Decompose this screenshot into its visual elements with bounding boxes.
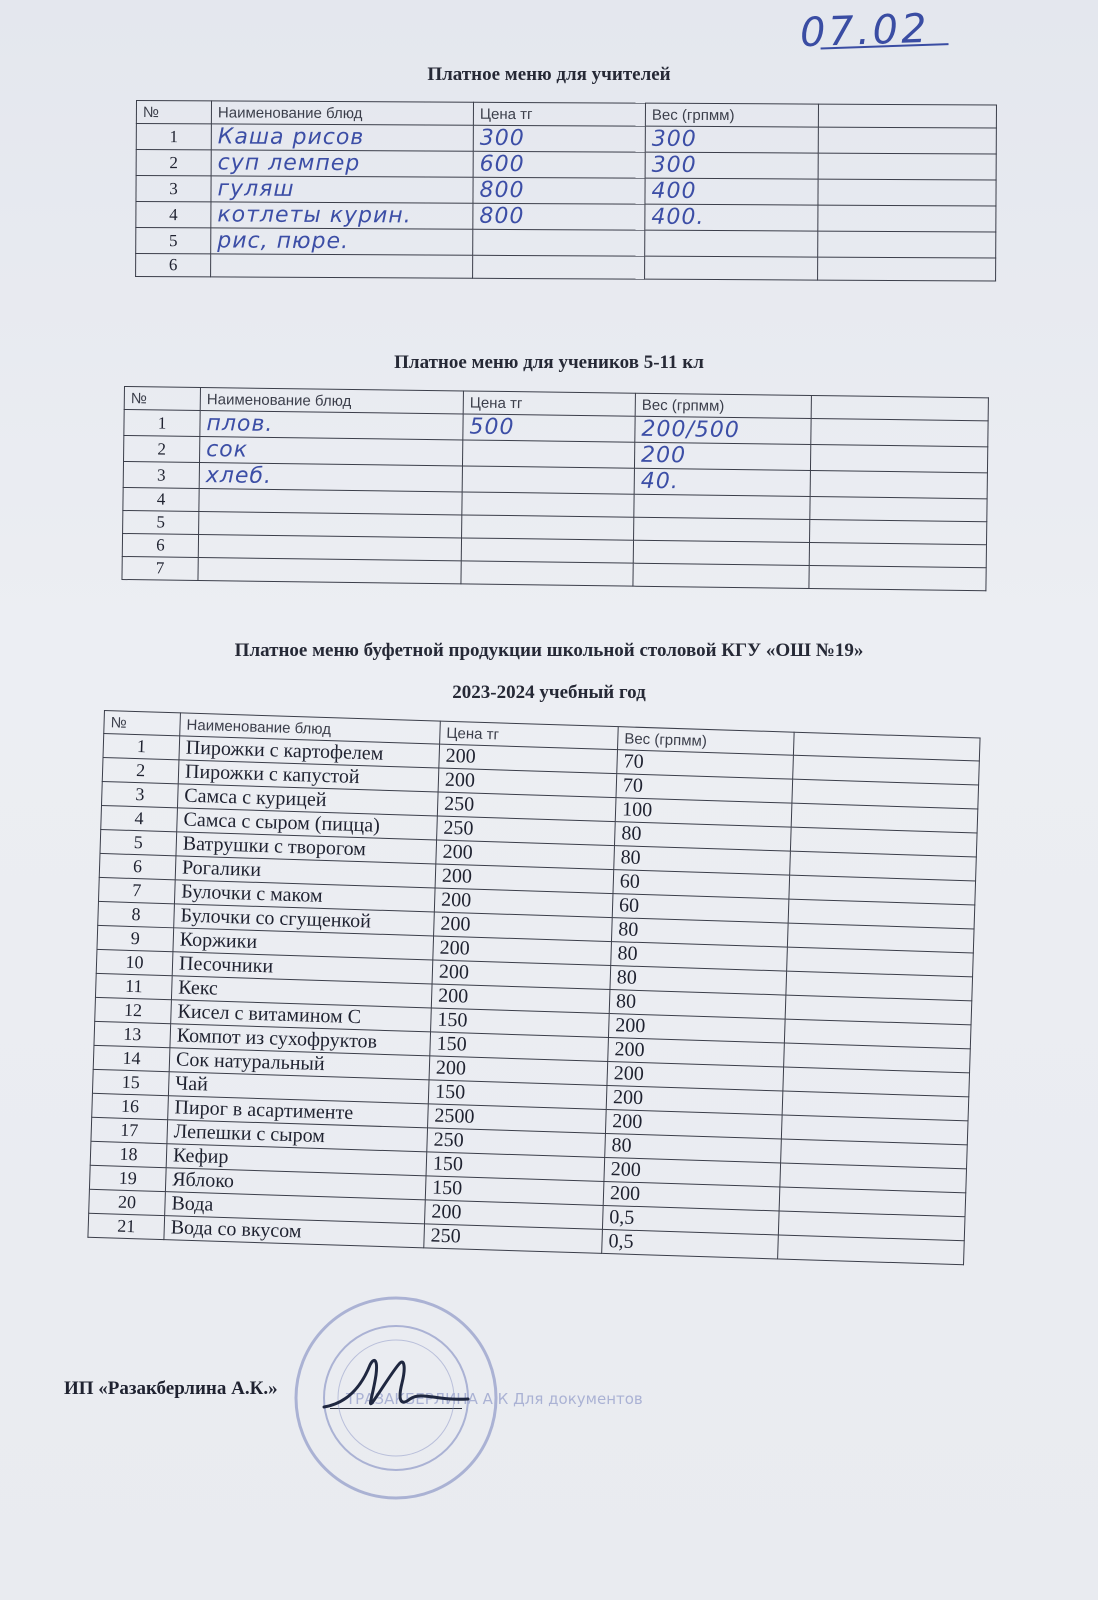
row-number: 4 xyxy=(123,487,199,511)
price-cell xyxy=(462,440,634,468)
price-cell xyxy=(462,515,634,540)
price-cell: 150 xyxy=(431,1008,610,1038)
row-number: 11 xyxy=(95,973,172,999)
weight-cell: 200 xyxy=(608,1014,785,1044)
table-row xyxy=(136,254,996,282)
table-row xyxy=(136,150,996,181)
weight-cell: 80 xyxy=(614,822,791,852)
column-header: Вес (грпмм) xyxy=(618,727,795,756)
empty-cell xyxy=(778,1235,965,1265)
price-cell: 200 xyxy=(438,768,617,798)
price-cell xyxy=(462,492,634,517)
dish-name: Булочки со сгущенкой xyxy=(174,904,435,936)
weight-cell xyxy=(634,494,810,519)
empty-cell xyxy=(810,470,987,498)
row-number: 3 xyxy=(123,462,199,489)
dish-name xyxy=(199,511,462,537)
weight-cell: 0,5 xyxy=(602,1229,779,1259)
dish-name: Кекс xyxy=(171,976,432,1008)
dish-name: Чай xyxy=(168,1072,429,1104)
dish-name: Самса с курицей xyxy=(177,784,438,816)
row-number: 6 xyxy=(99,853,176,879)
weight-cell: 200/500 xyxy=(635,416,811,444)
weight-cell: 80 xyxy=(611,942,788,972)
empty-cell xyxy=(818,205,996,232)
row-number: 20 xyxy=(89,1189,166,1215)
column-header xyxy=(811,395,988,420)
dish-name: Ватрушки с творогом xyxy=(176,832,437,864)
dish-name: Вода xyxy=(165,1192,426,1224)
column-header: Цена тг xyxy=(463,391,635,416)
column-header: Наименование блюд xyxy=(180,713,441,744)
empty-cell xyxy=(811,418,988,446)
buffet-menu-subtitle: 2023-2024 учебный год xyxy=(452,682,646,703)
empty-cell xyxy=(810,496,987,521)
price-cell: 200 xyxy=(429,1056,608,1086)
dish-name: Сок натуральный xyxy=(169,1048,430,1080)
dish-name xyxy=(199,488,462,514)
column-header: Вес (грпмм) xyxy=(635,393,811,418)
row-number: 14 xyxy=(93,1045,170,1071)
weight-cell: 200 xyxy=(634,442,810,470)
dish-name: Коржики xyxy=(173,928,434,960)
weight-cell: 60 xyxy=(612,894,789,924)
price-cell: 200 xyxy=(425,1200,604,1230)
stamp-text: ТРАЗАКБЕРЛИНА А.К Для документов xyxy=(346,1390,643,1408)
row-number: 6 xyxy=(136,254,211,277)
row-number: 9 xyxy=(97,925,174,951)
row-number: 7 xyxy=(122,556,198,580)
row-number: 18 xyxy=(90,1141,167,1167)
price-cell xyxy=(462,466,634,494)
price-cell xyxy=(461,538,633,563)
price-cell: 600 xyxy=(473,151,645,178)
price-cell xyxy=(473,255,645,279)
price-cell: 150 xyxy=(430,1032,609,1062)
weight-cell: 300 xyxy=(645,126,818,153)
price-cell: 2500 xyxy=(428,1104,607,1134)
row-number: 2 xyxy=(136,150,211,176)
weight-cell xyxy=(645,256,818,280)
row-number: 2 xyxy=(102,757,179,783)
weight-cell: 400. xyxy=(645,204,818,231)
dish-name: сок xyxy=(200,436,463,465)
weight-cell: 80 xyxy=(614,846,791,876)
row-number: 17 xyxy=(91,1117,168,1143)
empty-cell xyxy=(818,231,996,258)
empty-cell xyxy=(818,179,996,206)
dish-name: котлеты курин. xyxy=(211,202,473,229)
column-header: № xyxy=(136,101,211,124)
column-header: Цена тг xyxy=(473,102,645,126)
price-cell: 250 xyxy=(437,792,616,822)
row-number: 21 xyxy=(88,1213,165,1239)
price-cell xyxy=(473,229,645,256)
dish-name: Кисел с витамином С xyxy=(171,1000,432,1032)
dish-name: Пирог в асартименте xyxy=(168,1096,429,1128)
price-cell: 250 xyxy=(437,816,616,846)
weight-cell: 200 xyxy=(608,1038,785,1068)
price-cell: 150 xyxy=(425,1176,604,1206)
weight-cell: 80 xyxy=(609,990,786,1020)
dish-name xyxy=(198,557,461,583)
dish-name: плов. xyxy=(200,410,463,439)
dish-name: Каша рисов xyxy=(211,124,473,151)
price-cell: 200 xyxy=(432,960,611,990)
price-cell: 500 xyxy=(463,414,635,442)
weight-cell: 200 xyxy=(605,1109,782,1139)
handwritten-date: 07.02 xyxy=(799,5,931,57)
weight-cell: 100 xyxy=(615,798,792,828)
buffet-menu-table xyxy=(87,710,980,1265)
row-number: 3 xyxy=(136,176,211,202)
table-row xyxy=(136,228,996,259)
row-number: 12 xyxy=(95,997,172,1023)
column-header: № xyxy=(124,387,200,411)
weight-cell xyxy=(633,540,809,565)
row-number: 16 xyxy=(92,1093,169,1119)
dish-name: Пирожки с капустой xyxy=(178,760,439,792)
dish-name: Самса с сыром (пицца) xyxy=(177,808,438,840)
row-number: 7 xyxy=(98,877,175,903)
row-number: 6 xyxy=(122,533,198,557)
price-cell: 800 xyxy=(473,177,645,204)
row-number: 3 xyxy=(102,781,179,807)
students-menu-title: Платное меню для учеников 5-11 кл xyxy=(394,352,704,373)
dish-name: гуляш xyxy=(211,176,473,203)
dish-name: рис, пюре. xyxy=(211,228,473,255)
weight-cell: 0,5 xyxy=(602,1205,779,1235)
price-cell: 200 xyxy=(434,912,613,942)
row-number: 1 xyxy=(103,734,180,760)
price-cell: 200 xyxy=(431,984,610,1014)
weight-cell: 60 xyxy=(613,870,790,900)
teachers-menu-title: Платное меню для учителей xyxy=(427,64,671,85)
row-number: 19 xyxy=(89,1165,166,1191)
column-header: Вес (грпмм) xyxy=(645,103,818,127)
dish-name: Вода со вкусом xyxy=(164,1216,425,1248)
row-number: 15 xyxy=(92,1069,169,1095)
teachers-menu-table xyxy=(135,100,997,282)
students-menu-table xyxy=(121,386,988,591)
row-number: 4 xyxy=(101,805,178,831)
table-row xyxy=(136,176,996,207)
weight-cell xyxy=(645,230,818,257)
table-row xyxy=(136,124,996,155)
price-cell: 250 xyxy=(427,1128,606,1158)
row-number: 2 xyxy=(124,436,200,463)
price-cell xyxy=(461,561,633,586)
table-row xyxy=(136,202,996,233)
weight-cell xyxy=(633,563,809,588)
column-header: Наименование блюд xyxy=(200,388,463,414)
entrepreneur-name: ИП «Разакберлина А.К.» xyxy=(64,1378,278,1399)
dish-name: Компот из сухофруктов xyxy=(170,1024,431,1056)
price-cell: 200 xyxy=(434,888,613,918)
dish-name xyxy=(211,254,473,278)
buffet-menu-title: Платное меню буфетной продукции школьной столовой КГУ «ОШ №19» xyxy=(234,640,864,661)
empty-cell xyxy=(809,542,986,567)
empty-cell xyxy=(818,127,996,154)
dish-name: Булочки с маком xyxy=(174,880,435,912)
weight-cell: 70 xyxy=(616,774,793,804)
column-header: Цена тг xyxy=(440,721,619,750)
price-cell: 150 xyxy=(426,1152,605,1182)
weight-cell: 40. xyxy=(634,468,810,496)
weight-cell: 70 xyxy=(617,750,794,780)
dish-name: Яблоко xyxy=(165,1168,426,1200)
dish-name xyxy=(198,534,461,560)
dish-name: Рогалики xyxy=(175,856,436,888)
row-number: 1 xyxy=(136,124,211,150)
price-cell: 150 xyxy=(428,1080,607,1110)
price-cell: 200 xyxy=(435,864,614,894)
row-number: 5 xyxy=(123,510,199,534)
weight-cell: 300 xyxy=(645,152,818,179)
weight-cell: 200 xyxy=(606,1085,783,1115)
weight-cell: 200 xyxy=(603,1181,780,1211)
handwritten-signature xyxy=(318,1355,478,1425)
row-number: 5 xyxy=(100,829,177,855)
weight-cell xyxy=(634,517,810,542)
dish-name: Кефир xyxy=(166,1144,427,1176)
column-header: Наименование блюд xyxy=(211,101,473,125)
empty-cell xyxy=(818,257,996,281)
dish-name: хлеб. xyxy=(199,462,462,491)
row-number: 8 xyxy=(98,901,175,927)
weight-cell: 80 xyxy=(611,918,788,948)
empty-cell xyxy=(818,153,996,180)
dish-name: Пирожки с картофелем xyxy=(179,736,440,768)
column-header xyxy=(818,104,996,128)
weight-cell: 80 xyxy=(605,1133,782,1163)
row-number: 4 xyxy=(136,202,211,228)
weight-cell: 200 xyxy=(607,1061,784,1091)
row-number: 1 xyxy=(124,410,200,437)
row-number: 13 xyxy=(94,1021,171,1047)
price-cell: 200 xyxy=(439,744,618,774)
dish-name: суп лемпер xyxy=(211,150,473,177)
empty-cell xyxy=(809,565,986,590)
empty-cell xyxy=(810,519,987,544)
price-cell: 300 xyxy=(473,125,645,152)
empty-cell xyxy=(810,444,987,472)
price-cell: 200 xyxy=(433,936,612,966)
weight-cell: 400 xyxy=(645,178,818,205)
weight-cell: 80 xyxy=(610,966,787,996)
price-cell: 250 xyxy=(424,1224,603,1254)
weight-cell: 200 xyxy=(604,1157,781,1187)
dish-name: Песочники xyxy=(172,952,433,984)
row-number: 10 xyxy=(96,949,173,975)
price-cell: 800 xyxy=(473,203,645,230)
row-number: 5 xyxy=(136,228,211,254)
column-header: № xyxy=(104,711,181,736)
dish-name: Лепешки с сыром xyxy=(167,1120,428,1152)
price-cell: 200 xyxy=(436,840,615,870)
